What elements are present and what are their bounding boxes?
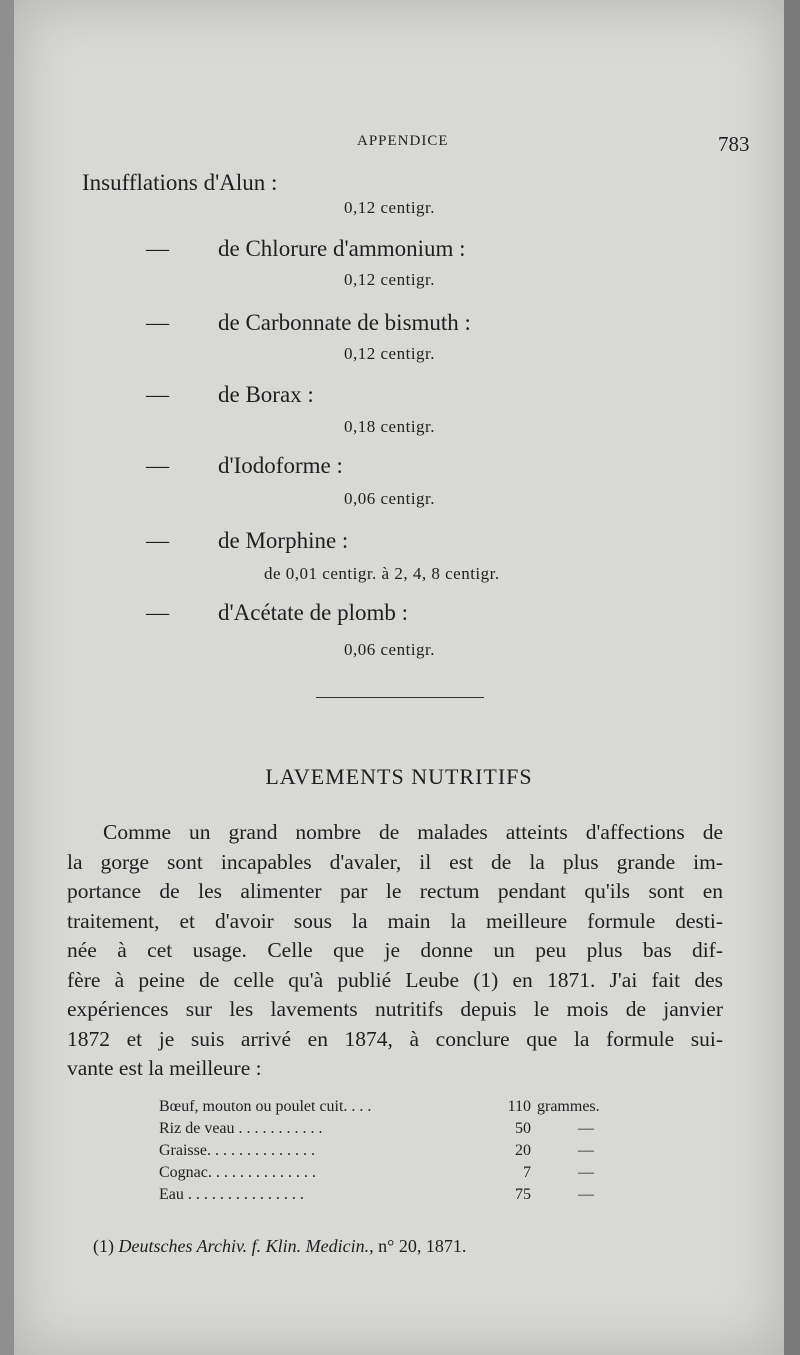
- dash-mark: —: [146, 310, 169, 335]
- ingredient-unit: —: [578, 1186, 594, 1203]
- paragraph-line: traitement, et d'avoir sous la main la meilleure formule desti-: [67, 908, 723, 933]
- running-header: APPENDICE: [357, 133, 449, 149]
- insufflations-title: Insufflations d'Alun :: [82, 170, 278, 195]
- ingredient-unit: —: [578, 1142, 594, 1159]
- formula-row: [159, 1186, 629, 1208]
- formula-row: [159, 1120, 629, 1142]
- dose-borax: 0,18 centigr.: [344, 417, 436, 436]
- ingredient-quantity: 75: [515, 1186, 531, 1203]
- formula-row: [159, 1142, 629, 1164]
- formula-row: [159, 1164, 629, 1186]
- paragraph-line: née à cet usage. Celle que je donne un peu plus bas dif-: [67, 938, 723, 962]
- section-divider: [316, 697, 484, 698]
- ingredient-name: Eau . . . . . . . . . . . . . . .: [159, 1186, 304, 1203]
- dash-mark: —: [146, 453, 169, 478]
- book-page: [14, 0, 784, 1355]
- item-bismuth: de Carbonnate de bismuth :: [218, 310, 471, 335]
- footnote-source: Deutsches Archiv. f. Klin. Medicin.,: [118, 1236, 374, 1256]
- dose-chlorure: 0,12 centigr.: [344, 270, 436, 289]
- ingredient-name: Riz de veau . . . . . . . . . . .: [159, 1120, 323, 1137]
- item-iodoforme: d'Iodoforme :: [218, 453, 343, 478]
- dose-iodoforme: 0,06 centigr.: [344, 489, 436, 508]
- ingredient-unit: —: [578, 1120, 594, 1137]
- ingredient-quantity: 110: [507, 1098, 531, 1115]
- paragraph-line: la gorge sont incapables d'avaler, il est de la plus grande im-: [67, 849, 723, 874]
- dose-alun: 0,12 centigr.: [344, 198, 436, 217]
- ingredient-quantity: 20: [515, 1142, 531, 1159]
- page-edge-shadow: [784, 0, 800, 1355]
- dash-mark: —: [146, 236, 169, 261]
- ingredient-name: Bœuf, mouton ou poulet cuit. . . .: [159, 1098, 372, 1115]
- ingredient-quantity: 7: [523, 1164, 531, 1181]
- paragraph-line: vante est la meilleure :: [67, 1056, 262, 1080]
- dash-mark: —: [146, 528, 169, 553]
- footnote: [93, 1236, 466, 1257]
- paragraph-line: 1872 et je suis arrivé en 1874, à conclure que la formule sui-: [67, 1026, 723, 1051]
- body-paragraph: [67, 818, 723, 1084]
- formula-row: [159, 1098, 629, 1120]
- ingredient-quantity: 50: [515, 1120, 531, 1137]
- ingredient-unit: grammes.: [537, 1098, 600, 1115]
- footnote-number: (1): [93, 1236, 114, 1256]
- footnote-reference: n° 20, 1871.: [378, 1236, 467, 1256]
- paragraph-line: portance de les alimenter par le rectum pendant qu'ils sont en: [67, 879, 723, 903]
- item-borax: de Borax :: [218, 382, 314, 407]
- item-chlorure: de Chlorure d'ammonium :: [218, 236, 466, 261]
- dash-mark: —: [146, 600, 169, 625]
- dose-morphine: de 0,01 centigr. à 2, 4, 8 centigr.: [264, 564, 500, 583]
- paragraph-line: Comme un grand nombre de malades atteints d'affections de: [103, 820, 723, 844]
- dash-mark: —: [146, 382, 169, 407]
- section-title: LAVEMENTS NUTRITIFS: [265, 764, 533, 789]
- dose-acetate: 0,06 centigr.: [344, 640, 436, 659]
- dose-bismuth: 0,12 centigr.: [344, 344, 436, 363]
- item-acetate: d'Acétate de plomb :: [218, 600, 408, 625]
- formula-table: [159, 1098, 629, 1208]
- page-number: 783: [718, 132, 750, 156]
- item-morphine: de Morphine :: [218, 528, 349, 553]
- ingredient-unit: —: [578, 1164, 594, 1181]
- ingredient-name: Graisse. . . . . . . . . . . . . .: [159, 1142, 315, 1159]
- paragraph-line: fère à peine de celle qu'à publié Leube (1) en 1871. J'ai fait des: [67, 967, 723, 992]
- ingredient-name: Cognac. . . . . . . . . . . . . .: [159, 1164, 316, 1181]
- paragraph-line: expériences sur les lavements nutritifs depuis le mois de janvier: [67, 997, 723, 1021]
